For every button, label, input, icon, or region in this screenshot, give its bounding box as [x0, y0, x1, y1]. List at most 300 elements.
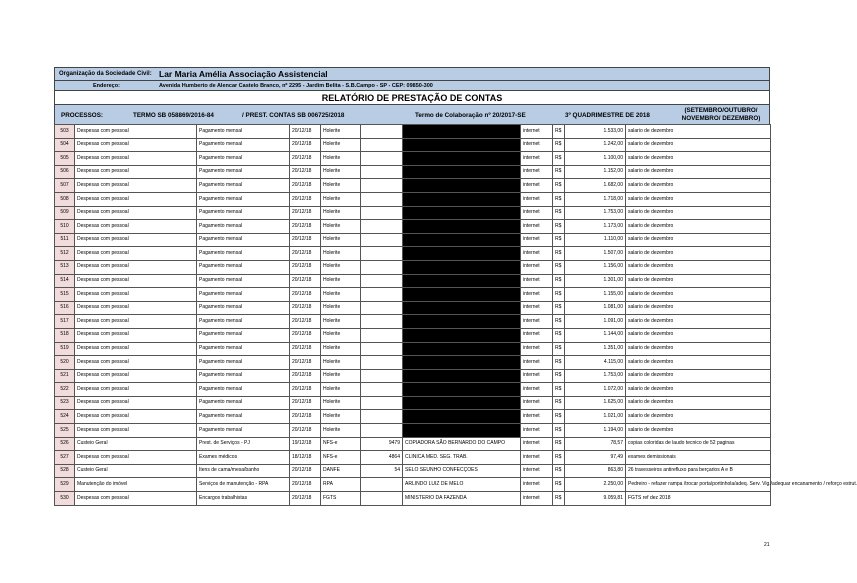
document-type: DANFE	[321, 464, 361, 478]
payment-method: internet	[521, 315, 553, 329]
document-type: RPA	[321, 478, 361, 492]
currency: R$	[553, 179, 565, 193]
description: salario de dezembro	[626, 369, 771, 383]
payment-method: internet	[521, 451, 553, 465]
document-type: Holerite	[321, 410, 361, 424]
payment-method: internet	[521, 410, 553, 424]
description: salario de dezembro	[626, 288, 771, 302]
redacted-payee	[403, 383, 521, 397]
expense-type: Pagamento mensal	[197, 125, 290, 139]
table-row	[55, 301, 771, 315]
expense-type: Prest. de Serviços - PJ	[197, 437, 290, 451]
document-type: Holerite	[321, 233, 361, 247]
payee: MINISTERIO DA FAZENDA	[403, 492, 521, 506]
currency: R$	[553, 260, 565, 274]
document-number	[361, 192, 403, 206]
date: 20/12/18	[290, 342, 321, 356]
row-number: 503	[55, 125, 75, 139]
currency: R$	[553, 492, 565, 506]
document-type: NFS-e	[321, 437, 361, 451]
termo-colaboracao: Termo de Colaboração nº 20/2017-SE	[415, 112, 526, 119]
document-type: Holerite	[321, 125, 361, 139]
description: salario de dezembro	[626, 179, 771, 193]
table-row	[55, 383, 771, 397]
row-number: 527	[55, 451, 75, 465]
document-type: Holerite	[321, 165, 361, 179]
document-number	[361, 383, 403, 397]
category: Despesas com pessoal	[75, 192, 197, 206]
date: 20/12/18	[290, 220, 321, 234]
redacted-payee	[403, 396, 521, 410]
table-row	[55, 274, 771, 288]
category: Despesas com pessoal	[75, 247, 197, 261]
processos-label: PROCESSOS:	[61, 112, 103, 119]
document-type: Holerite	[321, 274, 361, 288]
row-number: 513	[55, 260, 75, 274]
payment-method: internet	[521, 138, 553, 152]
category: Despesas com pessoal	[75, 315, 197, 329]
table-row	[55, 342, 771, 356]
row-number: 525	[55, 424, 75, 438]
date: 20/12/18	[290, 424, 321, 438]
document-type: Holerite	[321, 179, 361, 193]
category: Despesas com pessoal	[75, 328, 197, 342]
document-number	[361, 206, 403, 220]
table-row	[55, 328, 771, 342]
description: salario de dezembro	[626, 125, 771, 139]
row-number: 524	[55, 410, 75, 424]
row-number: 528	[55, 464, 75, 478]
currency: R$	[553, 328, 565, 342]
redacted-payee	[403, 410, 521, 424]
table-row	[55, 233, 771, 247]
row-number: 516	[55, 301, 75, 315]
date: 20/12/18	[290, 192, 321, 206]
amount: 1.144,00	[565, 328, 626, 342]
payment-method: internet	[521, 165, 553, 179]
document-number	[361, 396, 403, 410]
amount: 97,49	[565, 451, 626, 465]
row-number: 521	[55, 369, 75, 383]
payee: CLINICA MED. SEG. TRAB.	[403, 451, 521, 465]
currency: R$	[553, 125, 565, 139]
description: salario de dezembro	[626, 138, 771, 152]
amount: 1.242,00	[565, 138, 626, 152]
amount: 1.152,00	[565, 165, 626, 179]
document-number	[361, 233, 403, 247]
document-number	[361, 315, 403, 329]
document-number	[361, 369, 403, 383]
description: salario de dezembro	[626, 315, 771, 329]
payment-method: internet	[521, 369, 553, 383]
description: Pedreiro - refazer rampa /trocar porta/portinhola/adeq. Serv. Vig./adequar encanamento / reforço estrut.	[626, 478, 771, 492]
amount: 1.625,00	[565, 396, 626, 410]
document-type: Holerite	[321, 247, 361, 261]
table-row	[55, 220, 771, 234]
payee: ARLINDO LUIZ DE MELO	[403, 478, 521, 492]
redacted-payee	[403, 369, 521, 383]
category: Despesas com pessoal	[75, 342, 197, 356]
category: Despesas com pessoal	[75, 206, 197, 220]
row-number: 507	[55, 179, 75, 193]
description: copias coloridas de laudo tecnico de 52 paginas	[626, 437, 771, 451]
expense-type: Exames médicos	[197, 451, 290, 465]
row-number: 519	[55, 342, 75, 356]
table-row	[55, 138, 771, 152]
expense-type: Pagamento mensal	[197, 274, 290, 288]
amount: 1.301,00	[565, 274, 626, 288]
table-row	[55, 247, 771, 261]
expense-type: Pagamento mensal	[197, 233, 290, 247]
date: 20/12/18	[290, 356, 321, 370]
description: salario de dezembro	[626, 192, 771, 206]
table-row	[55, 437, 771, 451]
date: 20/12/18	[290, 328, 321, 342]
category: Despesas com pessoal	[75, 138, 197, 152]
table-row	[55, 125, 771, 139]
quadrimestre: 3º QUADRIMESTRE DE 2018	[565, 112, 650, 119]
category: Custeio Geral	[75, 464, 197, 478]
date: 19/12/18	[290, 437, 321, 451]
expense-type: Serviços de manutenção - RPA	[197, 478, 290, 492]
amount: 78,57	[565, 437, 626, 451]
row-number: 505	[55, 152, 75, 166]
description: salario de dezembro	[626, 342, 771, 356]
category: Despesas com pessoal	[75, 492, 197, 506]
date: 20/12/18	[290, 247, 321, 261]
table-row	[55, 464, 771, 478]
currency: R$	[553, 451, 565, 465]
amount: 1.682,00	[565, 179, 626, 193]
amount: 1.753,00	[565, 369, 626, 383]
date: 20/12/18	[290, 383, 321, 397]
table-row	[55, 492, 771, 506]
currency: R$	[553, 315, 565, 329]
report-sheet	[54, 67, 857, 506]
document-type: Holerite	[321, 315, 361, 329]
expense-type: Pagamento mensal	[197, 247, 290, 261]
row-number: 508	[55, 192, 75, 206]
document-type: Holerite	[321, 328, 361, 342]
date: 20/12/18	[290, 492, 321, 506]
document-number	[361, 220, 403, 234]
payment-method: internet	[521, 383, 553, 397]
document-number	[361, 492, 403, 506]
payment-method: internet	[521, 328, 553, 342]
organization-header	[54, 67, 770, 80]
category: Despesas com pessoal	[75, 233, 197, 247]
document-type: Holerite	[321, 220, 361, 234]
redacted-payee	[403, 206, 521, 220]
redacted-payee	[403, 342, 521, 356]
document-type: Holerite	[321, 152, 361, 166]
category: Despesas com pessoal	[75, 179, 197, 193]
payment-method: internet	[521, 492, 553, 506]
redacted-payee	[403, 152, 521, 166]
expense-type: Pagamento mensal	[197, 165, 290, 179]
redacted-payee	[403, 138, 521, 152]
payment-method: internet	[521, 247, 553, 261]
document-number: 4864	[361, 451, 403, 465]
amount: 1.753,00	[565, 206, 626, 220]
row-number: 512	[55, 247, 75, 261]
payment-method: internet	[521, 478, 553, 492]
date: 20/12/18	[290, 152, 321, 166]
category: Despesas com pessoal	[75, 369, 197, 383]
payment-method: internet	[521, 437, 553, 451]
category: Despesas com pessoal	[75, 220, 197, 234]
amount: 1.507,00	[565, 247, 626, 261]
expense-type: Pagamento mensal	[197, 383, 290, 397]
description: salario de dezembro	[626, 396, 771, 410]
currency: R$	[553, 165, 565, 179]
category: Despesas com pessoal	[75, 125, 197, 139]
row-number: 504	[55, 138, 75, 152]
currency: R$	[553, 437, 565, 451]
payment-method: internet	[521, 424, 553, 438]
payment-method: internet	[521, 125, 553, 139]
currency: R$	[553, 247, 565, 261]
org-label: Organização da Sociedade Civil:	[59, 71, 152, 77]
row-number: 511	[55, 233, 75, 247]
redacted-payee	[403, 247, 521, 261]
document-type: Holerite	[321, 301, 361, 315]
document-type: Holerite	[321, 356, 361, 370]
expense-type: Pagamento mensal	[197, 288, 290, 302]
redacted-payee	[403, 356, 521, 370]
payment-method: internet	[521, 342, 553, 356]
date: 20/12/18	[290, 301, 321, 315]
date: 20/12/18	[290, 233, 321, 247]
payment-method: internet	[521, 464, 553, 478]
document-number	[361, 247, 403, 261]
expense-type: Pagamento mensal	[197, 328, 290, 342]
expense-type: Pagamento mensal	[197, 424, 290, 438]
expenses-table	[54, 124, 857, 506]
row-number: 506	[55, 165, 75, 179]
row-number: 514	[55, 274, 75, 288]
document-number: 54	[361, 464, 403, 478]
table-row	[55, 260, 771, 274]
address-value: Avenida Humberto de Alencar Castelo Branco, nº 2295 - Jardim Belita - S.B.Campo - SP - CEP: 09850-300	[159, 83, 433, 89]
table-row	[55, 369, 771, 383]
document-type: Holerite	[321, 369, 361, 383]
amount: 1.072,00	[565, 383, 626, 397]
amount: 1.081,00	[565, 301, 626, 315]
payment-method: internet	[521, 274, 553, 288]
description: 26 travesseiros antirefluxo para berçarios A e B	[626, 464, 771, 478]
document-number	[361, 179, 403, 193]
amount: 1.718,00	[565, 192, 626, 206]
payment-method: internet	[521, 206, 553, 220]
redacted-payee	[403, 220, 521, 234]
address-header	[54, 80, 770, 90]
expense-type: Pagamento mensal	[197, 369, 290, 383]
category: Despesas com pessoal	[75, 396, 197, 410]
description: salario de dezembro	[626, 152, 771, 166]
amount: 1.194,00	[565, 424, 626, 438]
category: Custeio Geral	[75, 437, 197, 451]
expense-type: Pagamento mensal	[197, 356, 290, 370]
row-number: 515	[55, 288, 75, 302]
document-number	[361, 356, 403, 370]
expense-type: Pagamento mensal	[197, 260, 290, 274]
date: 20/12/18	[290, 274, 321, 288]
date: 20/12/18	[290, 125, 321, 139]
redacted-payee	[403, 315, 521, 329]
currency: R$	[553, 233, 565, 247]
currency: R$	[553, 410, 565, 424]
table-row	[55, 165, 771, 179]
document-type: Holerite	[321, 288, 361, 302]
payment-method: internet	[521, 233, 553, 247]
expense-type: Encargos trabalhistas	[197, 492, 290, 506]
category: Despesas com pessoal	[75, 451, 197, 465]
row-number: 510	[55, 220, 75, 234]
table-row	[55, 478, 771, 492]
date: 20/12/18	[290, 315, 321, 329]
row-number: 529	[55, 478, 75, 492]
currency: R$	[553, 464, 565, 478]
category: Despesas com pessoal	[75, 356, 197, 370]
payment-method: internet	[521, 152, 553, 166]
description: salario de dezembro	[626, 424, 771, 438]
redacted-payee	[403, 288, 521, 302]
document-number	[361, 138, 403, 152]
category: Despesas com pessoal	[75, 152, 197, 166]
document-number: 9479	[361, 437, 403, 451]
row-number: 530	[55, 492, 75, 506]
description: salario de dezembro	[626, 206, 771, 220]
document-type: Holerite	[321, 260, 361, 274]
description: salario de dezembro	[626, 220, 771, 234]
currency: R$	[553, 478, 565, 492]
redacted-payee	[403, 424, 521, 438]
currency: R$	[553, 342, 565, 356]
report-title: RELATÓRIO DE PRESTAÇÃO DE CONTAS	[54, 90, 770, 104]
document-number	[361, 328, 403, 342]
address-label: Endereço:	[93, 83, 120, 89]
table-row	[55, 152, 771, 166]
date: 20/12/18	[290, 369, 321, 383]
redacted-payee	[403, 179, 521, 193]
description: FGTS ref dez 2018	[626, 492, 771, 506]
date: 20/12/18	[290, 138, 321, 152]
document-type: Holerite	[321, 383, 361, 397]
description: salario de dezembro	[626, 274, 771, 288]
category: Despesas com pessoal	[75, 274, 197, 288]
table-row	[55, 410, 771, 424]
redacted-payee	[403, 192, 521, 206]
payee: COPIADORA SÃO BERNARDO DO CAMPO	[403, 437, 521, 451]
redacted-payee	[403, 260, 521, 274]
prest-contas: / PREST. CONTAS SB 006725/2018	[242, 112, 345, 119]
redacted-payee	[403, 233, 521, 247]
org-name: Lar Maria Amélia Associação Assistencial	[159, 69, 328, 79]
amount: 1.156,00	[565, 260, 626, 274]
currency: R$	[553, 192, 565, 206]
date: 20/12/18	[290, 396, 321, 410]
date: 18/12/18	[290, 451, 321, 465]
category: Manutenção do imóvel	[75, 478, 197, 492]
amount: 1.173,00	[565, 220, 626, 234]
amount: 1.091,00	[565, 315, 626, 329]
row-number: 518	[55, 328, 75, 342]
amount: 9.059,81	[565, 492, 626, 506]
amount: 1.533,00	[565, 125, 626, 139]
expense-type: Pagamento mensal	[197, 179, 290, 193]
row-number: 509	[55, 206, 75, 220]
currency: R$	[553, 396, 565, 410]
expense-type: Pagamento mensal	[197, 342, 290, 356]
redacted-payee	[403, 125, 521, 139]
amount: 2.250,00	[565, 478, 626, 492]
payment-method: internet	[521, 220, 553, 234]
currency: R$	[553, 274, 565, 288]
table-row	[55, 288, 771, 302]
table-row	[55, 424, 771, 438]
amount: 1.351,00	[565, 342, 626, 356]
currency: R$	[553, 288, 565, 302]
redacted-payee	[403, 301, 521, 315]
document-type: FGTS	[321, 492, 361, 506]
document-number	[361, 288, 403, 302]
category: Despesas com pessoal	[75, 165, 197, 179]
document-number	[361, 125, 403, 139]
document-number	[361, 301, 403, 315]
description: salario de dezembro	[626, 165, 771, 179]
description: exames demissionais	[626, 451, 771, 465]
expense-type: Pagamento mensal	[197, 301, 290, 315]
document-number	[361, 424, 403, 438]
document-number	[361, 152, 403, 166]
date: 20/12/18	[290, 260, 321, 274]
table-row	[55, 315, 771, 329]
date: 20/12/18	[290, 206, 321, 220]
processes-header	[54, 104, 770, 124]
table-row	[55, 206, 771, 220]
currency: R$	[553, 424, 565, 438]
document-number	[361, 478, 403, 492]
redacted-payee	[403, 274, 521, 288]
description: salario de dezembro	[626, 233, 771, 247]
category: Despesas com pessoal	[75, 288, 197, 302]
amount: 863,80	[565, 464, 626, 478]
row-number: 526	[55, 437, 75, 451]
table-row	[55, 396, 771, 410]
description: salario de dezembro	[626, 260, 771, 274]
row-number: 523	[55, 396, 75, 410]
document-type: Holerite	[321, 206, 361, 220]
table-row	[55, 192, 771, 206]
expense-type: Pagamento mensal	[197, 220, 290, 234]
currency: R$	[553, 206, 565, 220]
category: Despesas com pessoal	[75, 383, 197, 397]
document-number	[361, 274, 403, 288]
redacted-payee	[403, 165, 521, 179]
expense-type: Pagamento mensal	[197, 152, 290, 166]
description: salario de dezembro	[626, 247, 771, 261]
document-number	[361, 165, 403, 179]
currency: R$	[553, 152, 565, 166]
category: Despesas com pessoal	[75, 260, 197, 274]
row-number: 522	[55, 383, 75, 397]
currency: R$	[553, 301, 565, 315]
description: salario de dezembro	[626, 356, 771, 370]
payee: SELO SEUNHO CONFECÇOES	[403, 464, 521, 478]
currency: R$	[553, 220, 565, 234]
expense-type: Pagamento mensal	[197, 315, 290, 329]
